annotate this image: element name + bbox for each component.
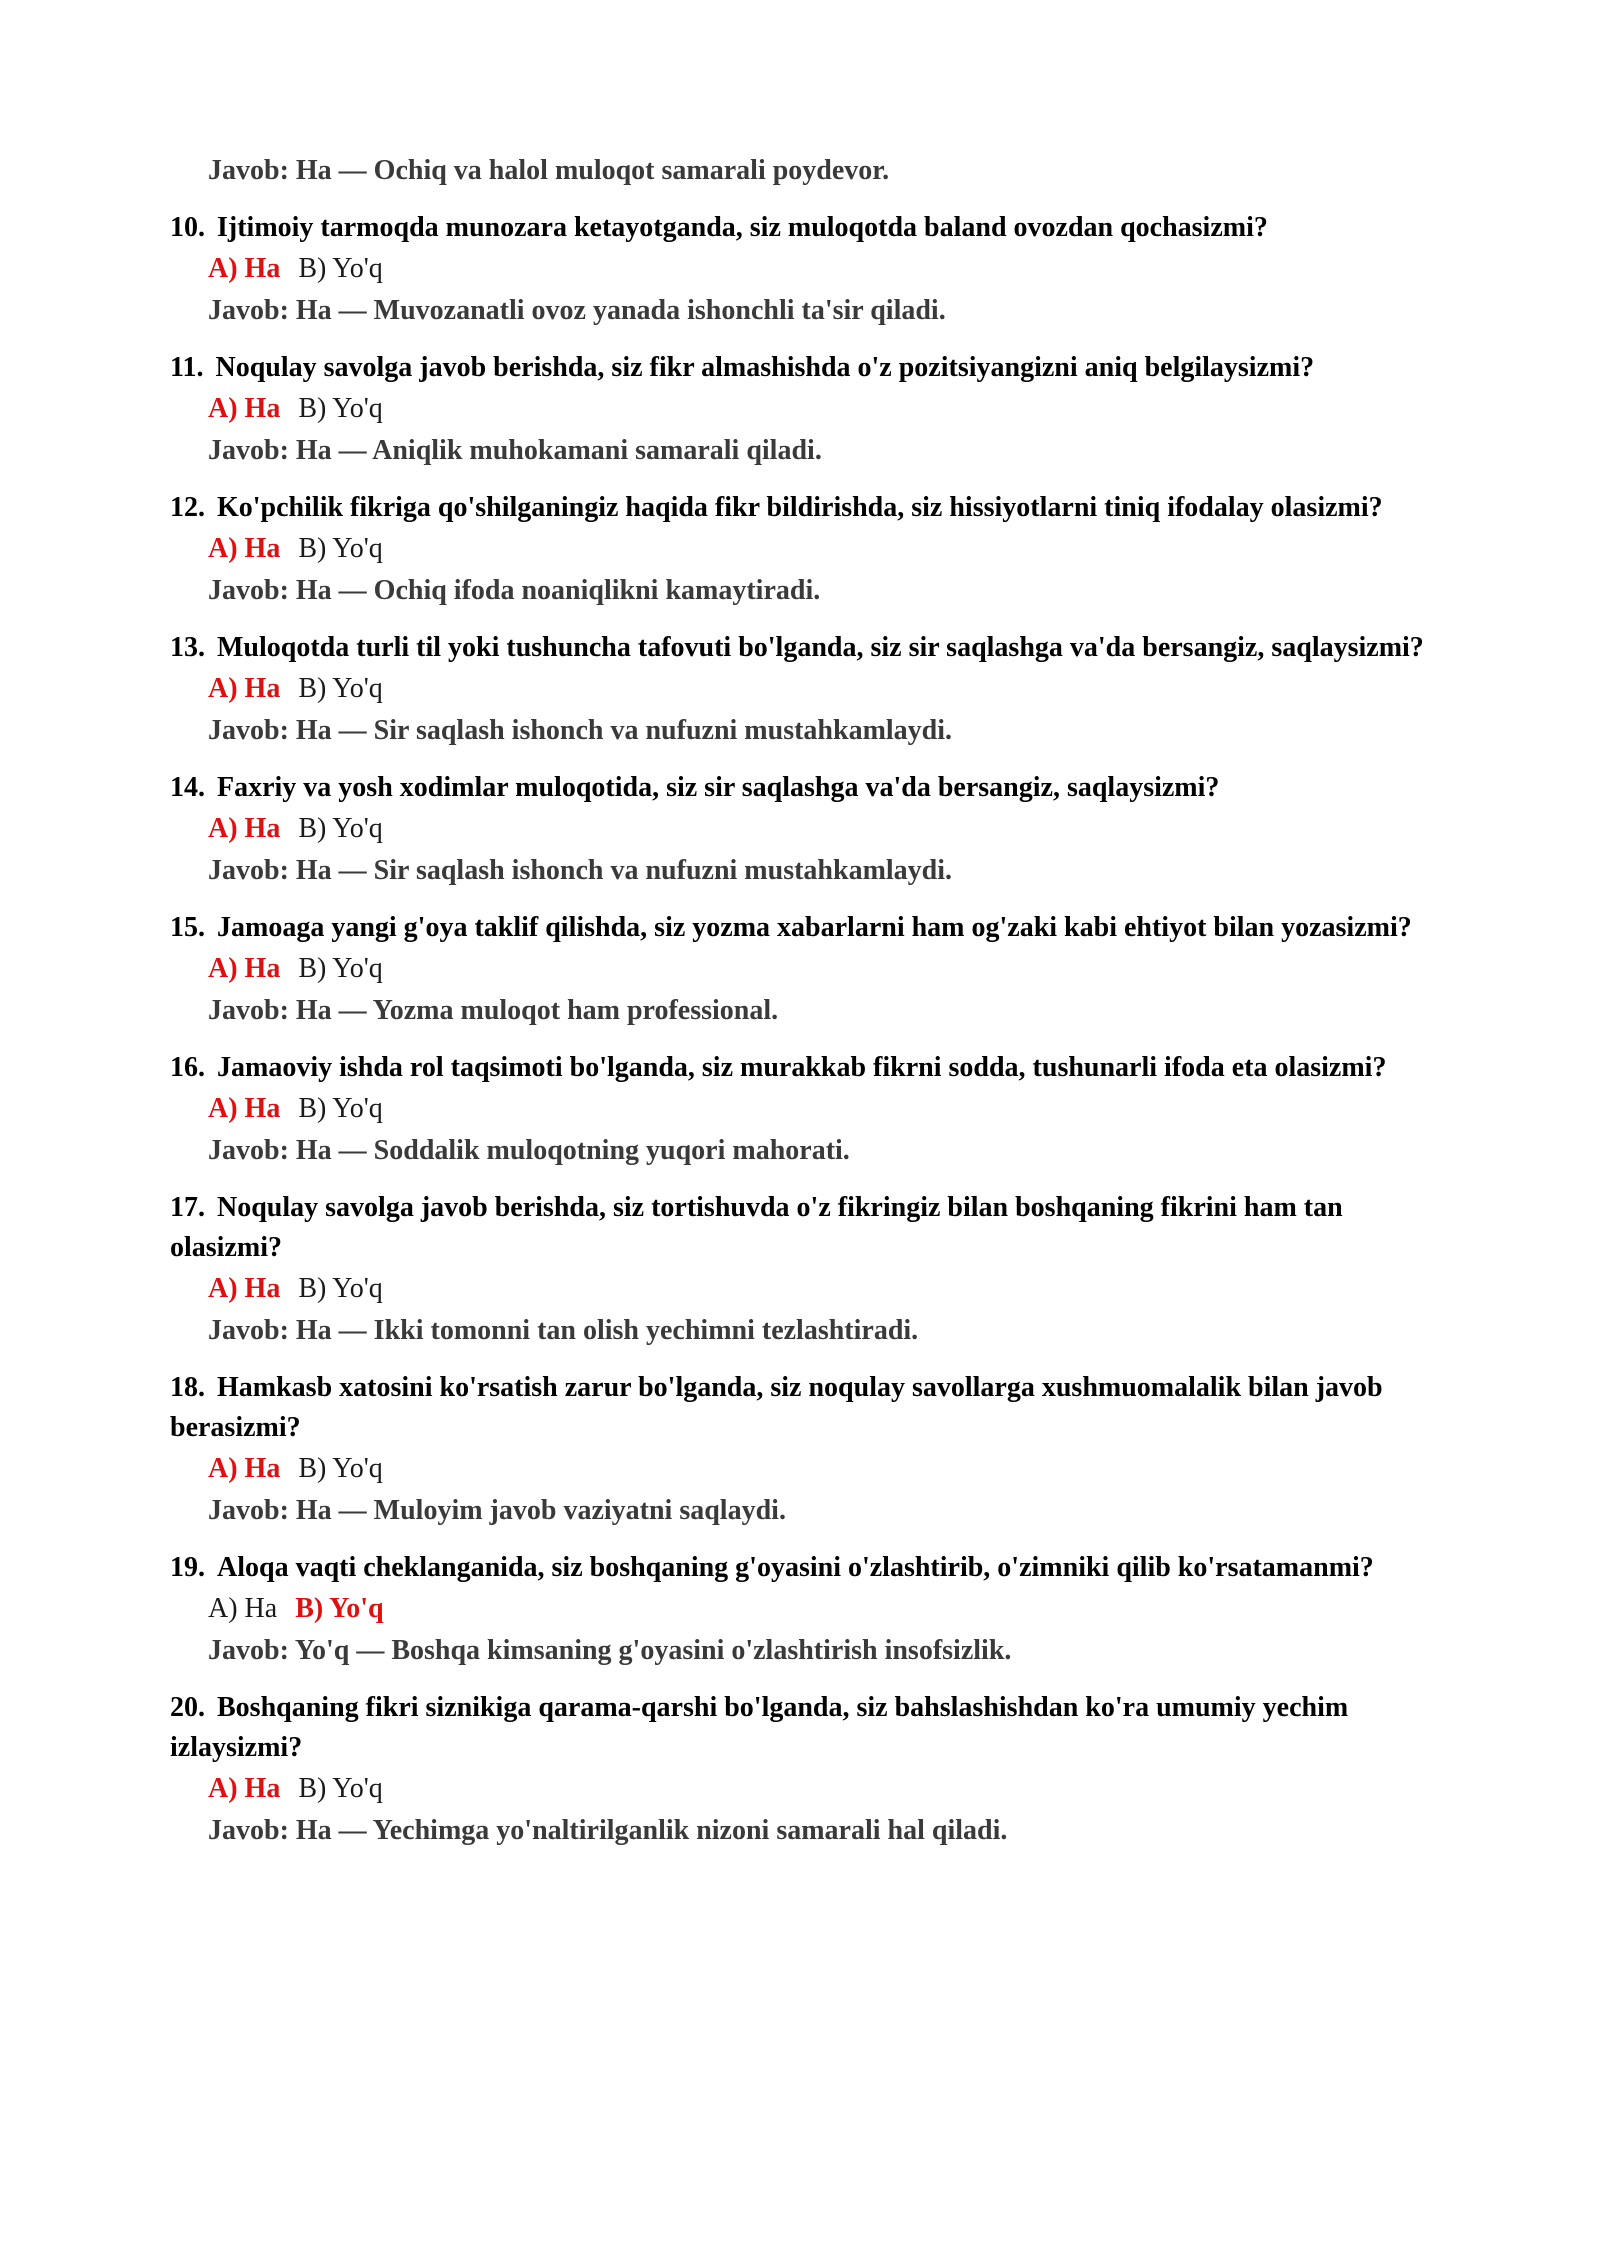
question-prompt: Boshqaning fikri siznikiga qarama-qarshi bo'lganda, siz bahslashishdan ko'ra umumiy yechim izlaysizmi? [170, 1692, 1349, 1763]
answer-options [208, 1268, 1440, 1310]
answer-options [208, 388, 1440, 430]
question-prompt: Jamaoviy ishda rol taqsimoti bo'lganda, siz murakkab fikrni sodda, tushunarli ifoda eta olasizmi? [217, 1052, 1387, 1083]
question-number: 13. [170, 632, 205, 663]
answer-options [208, 808, 1440, 850]
option-a: A) Ha [208, 533, 281, 564]
question-text [170, 908, 1440, 948]
option-a: A) Ha [208, 1273, 281, 1304]
option-a: A) Ha [208, 393, 281, 424]
option-a: A) Ha [208, 673, 281, 704]
question-item [170, 348, 1440, 472]
question-item [170, 488, 1440, 612]
question-text [170, 768, 1440, 808]
answer-options [208, 528, 1440, 570]
question-text [170, 1048, 1440, 1088]
question-text [170, 208, 1440, 248]
question-text [170, 1688, 1440, 1768]
option-b: B) Yo'q [298, 953, 383, 984]
answer-line: Javob: Ha — Yozma muloqot ham professional. [208, 995, 779, 1026]
answer-options [208, 1768, 1440, 1810]
answer-line: Javob: Ha — Sir saqlash ishonch va nufuzni mustahkamlaydi. [208, 715, 953, 746]
question-number: 18. [170, 1372, 205, 1403]
question-number: 16. [170, 1052, 205, 1083]
question-item [170, 1368, 1440, 1532]
answer-line: Javob: Ha — Aniqlik muhokamani samarali qiladi. [208, 435, 822, 466]
option-b: B) Yo'q [298, 1453, 383, 1484]
answer-line: Javob: Ha — Yechimga yo'naltirilganlik nizoni samarali hal qiladi. [208, 1815, 1008, 1846]
option-b: B) Yo'q [298, 393, 383, 424]
option-a: A) Ha [208, 1453, 281, 1484]
option-b: B) Yo'q [298, 813, 383, 844]
question-prompt: Noqulay savolga javob berishda, siz tortishuvda o'z fikringiz bilan boshqaning fikrini ham tan olasizmi? [170, 1192, 1343, 1263]
answer-line: Javob: Ha — Muvozanatli ovoz yanada ishonchli ta'sir qiladi. [208, 295, 946, 326]
question-prompt: Hamkasb xatosini ko'rsatish zarur bo'lganda, siz noqulay savollarga xushmuomalalik bilan javob berasizmi? [170, 1372, 1383, 1443]
answer-line: Javob: Ha — Ikki tomonni tan olish yechimni tezlashtiradi. [208, 1315, 919, 1346]
question-number: 17. [170, 1192, 205, 1223]
question-prompt: Noqulay savolga javob berishda, siz fikr almashishda o'z pozitsiyangizni aniq belgilaysizmi? [215, 352, 1315, 383]
option-b: B) Yo'q [298, 253, 383, 284]
option-a: A) Ha [208, 1773, 281, 1804]
question-prompt: Ko'pchilik fikriga qo'shilganingiz haqida fikr bildirishda, siz hissiyotlarni tiniq ifodalay olasizmi? [217, 492, 1383, 523]
question-item [170, 1688, 1440, 1852]
question-prompt: Faxriy va yosh xodimlar muloqotida, siz sir saqlashga va'da bersangiz, saqlaysizmi? [217, 772, 1220, 803]
question-item [170, 628, 1440, 752]
answer-line: Javob: Ha — Sir saqlash ishonch va nufuzni mustahkamlaydi. [208, 855, 953, 886]
option-a: A) Ha [208, 813, 281, 844]
question-text [170, 1368, 1440, 1448]
question-number: 20. [170, 1692, 205, 1723]
answer-line: Javob: Ha — Ochiq ifoda noaniqlikni kamaytiradi. [208, 575, 821, 606]
answer-line: Javob: Ha — Soddalik muloqotning yuqori mahorati. [208, 1135, 850, 1166]
question-number: 19. [170, 1552, 205, 1583]
question-prompt: Ijtimoiy tarmoqda munozara ketayotganda, siz muloqotda baland ovozdan qochasizmi? [217, 212, 1268, 243]
question-item [170, 1188, 1440, 1352]
answer-line: Javob: Ha — Muloyim javob vaziyatni saqlaydi. [208, 1495, 786, 1526]
option-b: B) Yo'q [298, 533, 383, 564]
option-a: A) Ha [208, 953, 281, 984]
answer-options [208, 668, 1440, 710]
answer-options [208, 1588, 1440, 1630]
option-a: A) Ha [208, 1093, 281, 1124]
question-text [170, 348, 1440, 388]
answer-line-9: Javob: Ha — Ochiq va halol muloqot samarali poydevor. [208, 155, 890, 186]
question-item [170, 768, 1440, 892]
question-text [170, 1548, 1440, 1588]
answer-options [208, 248, 1440, 290]
question-number: 12. [170, 492, 205, 523]
question-number: 15. [170, 912, 205, 943]
question-number: 10. [170, 212, 205, 243]
question-text [170, 1188, 1440, 1268]
question-text [170, 488, 1440, 528]
question-item [170, 908, 1440, 1032]
option-a: A) Ha [208, 253, 281, 284]
option-b: B) Yo'q [298, 1093, 383, 1124]
question-number: 14. [170, 772, 205, 803]
question-text [170, 628, 1440, 668]
question-list [170, 208, 1440, 1852]
question-number: 11. [170, 352, 204, 383]
question-prompt: Jamoaga yangi g'oya taklif qilishda, siz yozma xabarlarni ham og'zaki kabi ehtiyot bilan yozasizmi? [217, 912, 1412, 943]
answer-line: Javob: Yo'q — Boshqa kimsaning g'oyasini o'zlashtirish insofsizlik. [208, 1635, 1012, 1666]
option-b: B) Yo'q [298, 673, 383, 704]
document-content [170, 150, 1440, 1852]
question-prompt: Muloqotda turli til yoki tushuncha tafovuti bo'lganda, siz sir saqlashga va'da bersangiz, saqlaysizmi? [217, 632, 1424, 663]
answer-options [208, 1088, 1440, 1130]
option-a: A) Ha [208, 1593, 278, 1624]
question-item [170, 208, 1440, 332]
answer-options [208, 948, 1440, 990]
option-b: B) Yo'q [295, 1593, 384, 1624]
answer-options [208, 1448, 1440, 1490]
question-prompt: Aloqa vaqti cheklanganida, siz boshqaning g'oyasini o'zlashtirib, o'zimniki qilib ko'rsatamanmi? [217, 1552, 1374, 1583]
option-b: B) Yo'q [298, 1773, 383, 1804]
option-b: B) Yo'q [298, 1273, 383, 1304]
question-item [170, 1548, 1440, 1672]
question-item [170, 1048, 1440, 1172]
